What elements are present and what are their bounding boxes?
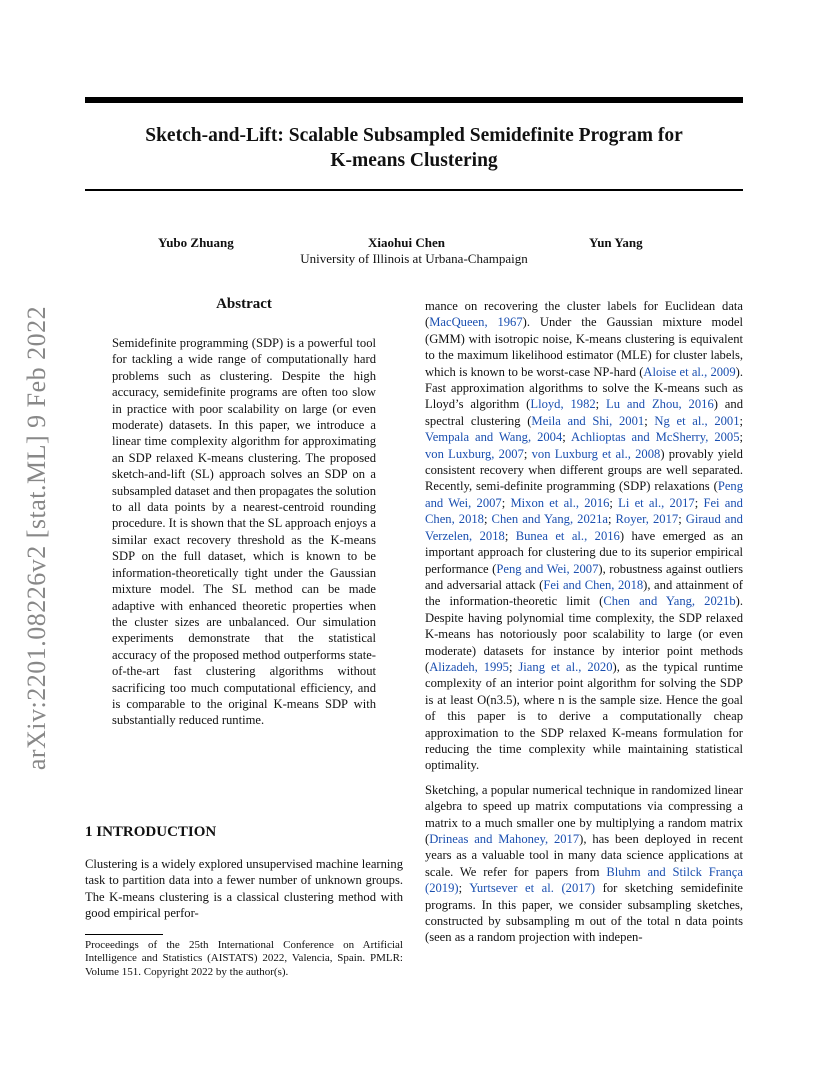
citation-link[interactable]: Mixon et al., 2016 bbox=[510, 495, 610, 510]
citation-link[interactable]: Meila and Shi, 2001 bbox=[531, 413, 645, 428]
text-fragment: ; bbox=[508, 659, 519, 674]
section-heading-introduction: 1 INTRODUCTION bbox=[85, 824, 217, 840]
text-fragment: ), as the typical runtime complexity of an interior point algorithm for solving the SDP is at least O(n3.5), where n is the sample size. Hence the goal of this paper is to derive a computationally cheap approximation to the SDP relaxed K-means formulation for reducing the time complexity while maintaining statistical optimality. bbox=[425, 659, 743, 773]
citation-link[interactable]: Peng and Wei, 2007 bbox=[425, 479, 743, 510]
citation-link[interactable]: Peng and Wei, 2007 bbox=[496, 561, 599, 576]
right-column bbox=[425, 298, 743, 946]
top-rule bbox=[85, 97, 743, 103]
citation-link[interactable]: Giraud and Verzelen, 2018 bbox=[425, 512, 743, 543]
title-line-1: Sketch-and-Lift: Scalable Subsampled Semidefinite Program for bbox=[145, 125, 683, 146]
text-fragment: ; bbox=[595, 397, 607, 412]
text-fragment: ), robustness against outliers and adversarial attack ( bbox=[425, 561, 743, 592]
citation-link[interactable]: von Luxburg et al., 2008 bbox=[531, 446, 661, 461]
affiliation: University of Illinois at Urbana-Champaign bbox=[300, 251, 528, 266]
paper-title bbox=[85, 123, 743, 173]
text-fragment: ), and attainment of the information-theoretic limit ( bbox=[425, 577, 743, 609]
citation-link[interactable]: Chen and Yang, 2021b bbox=[603, 594, 736, 609]
citation-link[interactable]: Bluhm and Stilck França (2019) bbox=[425, 864, 743, 896]
text-fragment: ; bbox=[504, 528, 516, 543]
citation-link[interactable]: Li et al., 2017 bbox=[618, 495, 695, 510]
text-fragment: mance on recovering the cluster labels for Euclidean data ( bbox=[425, 299, 743, 330]
right-paragraph-1 bbox=[425, 298, 743, 774]
citation-link[interactable]: Alizadeh, 1995 bbox=[429, 659, 509, 674]
text-fragment: ). Despite having polynomial time complexity, the SDP relaxed K-means has notoriously poor scalability to large (or even moderate) datasets for instance by interior point methods ( bbox=[425, 594, 743, 674]
author-1: Yubo Zhuang bbox=[158, 235, 234, 250]
text-fragment: ) have emerged as an important approach for clustering due to its superior empirical performance ( bbox=[425, 528, 743, 576]
text-fragment: ; bbox=[739, 430, 744, 445]
text-fragment: ; bbox=[562, 430, 572, 445]
title-line-2: K-means Clustering bbox=[330, 150, 498, 171]
text-fragment: ; bbox=[501, 495, 511, 510]
arxiv-stamp: arXiv:2201.08226v2 [stat.ML] 9 Feb 2022 bbox=[22, 305, 51, 771]
right-paragraph-2 bbox=[425, 782, 743, 946]
text-fragment: Sketching, a popular numerical technique in randomized linear algebra to speed up matrix computations via compressing a matrix to a much smaller one by multiplying a random matrix ( bbox=[425, 782, 743, 846]
text-fragment: ; bbox=[483, 512, 492, 527]
footnote-rule bbox=[85, 934, 163, 935]
citation-link[interactable]: Jiang et al., 2020 bbox=[518, 659, 613, 674]
text-fragment: for sketching semidefinite programs. In this paper, we consider subsampling sketches, constructed by subsampling m out of the total n data points (seen as a random projection with indepen- bbox=[425, 881, 743, 945]
citation-link[interactable]: Lu and Zhou, 2016 bbox=[606, 397, 714, 412]
text-fragment: ), has been deployed in recent years as a valuable tool in many data science applications at scale. We refer for papers from bbox=[425, 832, 743, 879]
text-fragment: ). Fast approximation algorithms to solve the K-means such as Lloyd’s algorithm ( bbox=[425, 364, 743, 412]
abstract-text: Semidefinite programming (SDP) is a powerful tool for tackling a wide range of computationally hard problems such as clustering. Despite the high accuracy, semidefinite programs are often too slow in practice with poor scalability on large (or even moderate) datasets. In this paper, we introduce a linear time complexity algorithm for approximating an SDP relaxed K-means clustering. The proposed sketch-and-lift (SL) approach solves an SDP on a subsampled dataset and then propagates the solution to all data points by a nearest-centroid rounding procedure. It is shown that the SL approach enjoys a similar exact recovery threshold as the K-means SDP on the full dataset, which is known to be information-theoretically tight under the Gaussian mixture model. The SL method can be made adaptive with enhanced theoretic properties when the cluster sizes are unbalanced. Our simulation experiments demonstrate that the statistical accuracy of the proposed method outperforms state-of-the-art fast clustering algorithms without sacrificing too much computational efficiency, and is comparable to the original K-means SDP with substantially reduced runtime. bbox=[112, 336, 376, 728]
citation-link[interactable]: Chen and Yang, 2021a bbox=[491, 512, 608, 527]
text-fragment: ; bbox=[609, 495, 619, 510]
citation-link[interactable]: Drineas and Mahoney, 2017 bbox=[429, 832, 580, 846]
citation-link[interactable]: Aloise et al., 2009 bbox=[643, 364, 736, 379]
citation-link[interactable]: Royer, 2017 bbox=[615, 512, 679, 527]
text-fragment: ; bbox=[644, 413, 655, 428]
author-2: Xiaohui Chen bbox=[368, 235, 445, 250]
citation-link[interactable]: Lloyd, 1982 bbox=[530, 397, 596, 412]
title-bottom-rule bbox=[85, 189, 743, 191]
text-fragment: ; bbox=[458, 881, 470, 896]
citation-link[interactable]: MacQueen, 1967 bbox=[429, 315, 523, 330]
text-fragment: ; bbox=[678, 512, 686, 527]
text-fragment: ) provably yield consistent recovery when different groups are well separated. Recently, semi-definite programming (SDP) relaxations ( bbox=[425, 446, 743, 494]
text-fragment: ; bbox=[739, 413, 744, 428]
citation-link[interactable]: von Luxburg, 2007 bbox=[425, 446, 524, 461]
author-3: Yun Yang bbox=[589, 235, 643, 250]
citation-link[interactable]: Bunea et al., 2016 bbox=[515, 528, 620, 543]
abstract-heading: Abstract bbox=[216, 296, 272, 312]
intro-paragraph: Clustering is a widely explored unsupervised machine learning task to partition data into a fewer number of unknown groups. The K-means clustering is a classical clustering method with good empirical perfor- bbox=[85, 857, 403, 921]
text-fragment: ). Under the Gaussian mixture model (GMM) with isotropic noise, K-means clustering is equivalent to the maximum likelihood estimator (MLE) for cluster labels, which is known to be worst-case NP-hard ( bbox=[425, 315, 743, 379]
text-fragment: ) and spectral clustering ( bbox=[425, 397, 743, 428]
text-fragment: ; bbox=[694, 495, 704, 510]
text-fragment: ; bbox=[523, 446, 532, 461]
citation-link[interactable]: Fei and Chen, 2018 bbox=[425, 495, 743, 527]
citation-link[interactable]: Achlioptas and McSherry, 2005 bbox=[571, 430, 740, 445]
citation-link[interactable]: Yurtsever et al. (2017) bbox=[469, 881, 596, 896]
citation-link[interactable]: Ng et al., 2001 bbox=[654, 413, 740, 428]
citation-link[interactable]: Fei and Chen, 2018 bbox=[543, 577, 644, 592]
footnote: Proceedings of the 25th International Conference on Artificial Intelligence and Statistics (AISTATS) 2022, Valencia, Spain. PMLR: Volume 151. Copyright 2022 by the author(s). bbox=[85, 939, 403, 978]
text-fragment: ; bbox=[607, 512, 616, 527]
citation-link[interactable]: Vempala and Wang, 2004 bbox=[425, 430, 563, 445]
